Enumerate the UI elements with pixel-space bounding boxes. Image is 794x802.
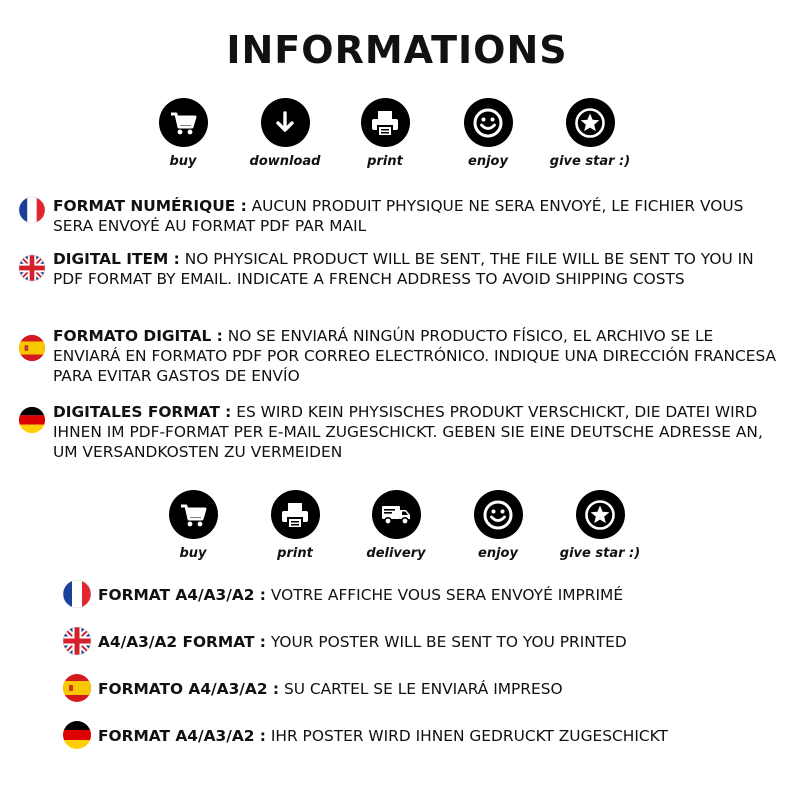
step-delivery <box>341 490 451 561</box>
info-heading: DIGITAL ITEM : <box>53 250 180 268</box>
info-body: NO SE ENVIARÁ NINGÚN PRODUCTO FÍSICO, EL ARCHIVO SE LE ENVIARÁ EN FORMATO PDF POR CORREO ELECTRÓNICO. INDIQUE UNA DIRECCIÓN FRANCESA PARA EVITAR GASTOS DE ENVÍO <box>53 327 777 385</box>
print-info-de <box>62 720 762 750</box>
info-heading: DIGITALES FORMAT : <box>53 403 232 421</box>
digital-info-de <box>18 402 778 466</box>
step-label: print <box>277 546 313 561</box>
info-body: IHR POSTER WIRD IHNEN GEDRUCKT ZUGESCHICKT <box>265 727 668 745</box>
step-label: print <box>367 154 403 169</box>
cart-icon <box>169 490 218 539</box>
print-info-es <box>62 673 762 703</box>
spain-flag-icon <box>18 334 46 362</box>
step-buy <box>128 98 238 169</box>
step-label: buy <box>179 546 207 561</box>
digital-info-en <box>18 249 778 313</box>
printer-icon <box>361 98 410 147</box>
info-text <box>98 632 627 652</box>
info-text <box>53 326 778 386</box>
delivery-truck-icon <box>372 490 421 539</box>
step-label: download <box>249 154 321 169</box>
france-flag-icon <box>18 196 46 224</box>
info-text <box>98 726 668 746</box>
step-label: buy <box>169 154 197 169</box>
spain-flag-icon <box>62 673 92 703</box>
info-body: NO PHYSICAL PRODUCT WILL BE SENT, THE FILE WILL BE SENT TO YOU IN PDF FORMAT BY EMAIL. INDICATE A FRENCH ADDRESS TO AVOID SHIPPING COSTS <box>53 250 754 288</box>
info-heading: FORMATO DIGITAL : <box>53 327 223 345</box>
germany-flag-icon <box>62 720 92 750</box>
info-heading: FORMAT A4/A3/A2 : <box>98 586 266 604</box>
print-info-fr <box>62 579 762 609</box>
info-body: YOUR POSTER WILL BE SENT TO YOU PRINTED <box>265 633 627 651</box>
step-give-star <box>545 490 655 561</box>
step-enjoy <box>433 98 543 169</box>
print-info-en <box>62 626 762 656</box>
step-label: enjoy <box>468 154 508 169</box>
info-heading: FORMAT NUMÉRIQUE : <box>53 197 247 215</box>
info-body: AUCUN PRODUIT PHYSIQUE NE SERA ENVOYÉ, LE FICHIER VOUS SERA ENVOYÉ AU FORMAT PDF PAR MAIL <box>53 197 744 235</box>
info-heading: FORMATO A4/A3/A2 : <box>98 680 280 698</box>
printer-icon <box>271 490 320 539</box>
cart-icon <box>159 98 208 147</box>
info-text <box>98 679 563 699</box>
info-text <box>53 249 778 289</box>
star-icon <box>566 98 615 147</box>
step-label: give star :) <box>559 546 641 561</box>
star-icon <box>576 490 625 539</box>
digital-info-fr <box>18 196 778 240</box>
info-body: SU CARTEL SE LE ENVIARÁ IMPRESO <box>279 680 563 698</box>
step-enjoy <box>443 490 553 561</box>
download-icon <box>261 98 310 147</box>
info-text <box>53 196 778 236</box>
info-heading: A4/A3/A2 FORMAT : <box>98 633 266 651</box>
step-label: give star :) <box>549 154 631 169</box>
france-flag-icon <box>62 579 92 609</box>
smiley-icon <box>474 490 523 539</box>
step-buy <box>138 490 248 561</box>
info-text <box>53 402 778 462</box>
step-print <box>330 98 440 169</box>
info-heading: FORMAT A4/A3/A2 : <box>98 727 266 745</box>
step-download <box>230 98 340 169</box>
info-body: ES WIRD KEIN PHYSISCHES PRODUKT VERSCHICKT, DIE DATEI WIRD IHNEN IM PDF-FORMAT PER E-MAIL ZUGESCHICKT. GEBEN SIE EINE DEUTSCHE ADRESSE AN, UM VERSANDKOSTEN ZU VERMEIDEN <box>53 403 763 461</box>
uk-flag-icon <box>62 626 92 656</box>
digital-info-es <box>18 326 778 390</box>
step-label: delivery <box>366 546 426 561</box>
page-title: INFORMATIONS <box>226 28 568 72</box>
smiley-icon <box>464 98 513 147</box>
info-body: VOTRE AFFICHE VOUS SERA ENVOYÉ IMPRIMÉ <box>265 586 624 604</box>
step-give-star <box>535 98 645 169</box>
uk-flag-icon <box>18 254 46 282</box>
germany-flag-icon <box>18 406 46 434</box>
info-text <box>98 585 623 605</box>
step-print <box>240 490 350 561</box>
step-label: enjoy <box>478 546 518 561</box>
